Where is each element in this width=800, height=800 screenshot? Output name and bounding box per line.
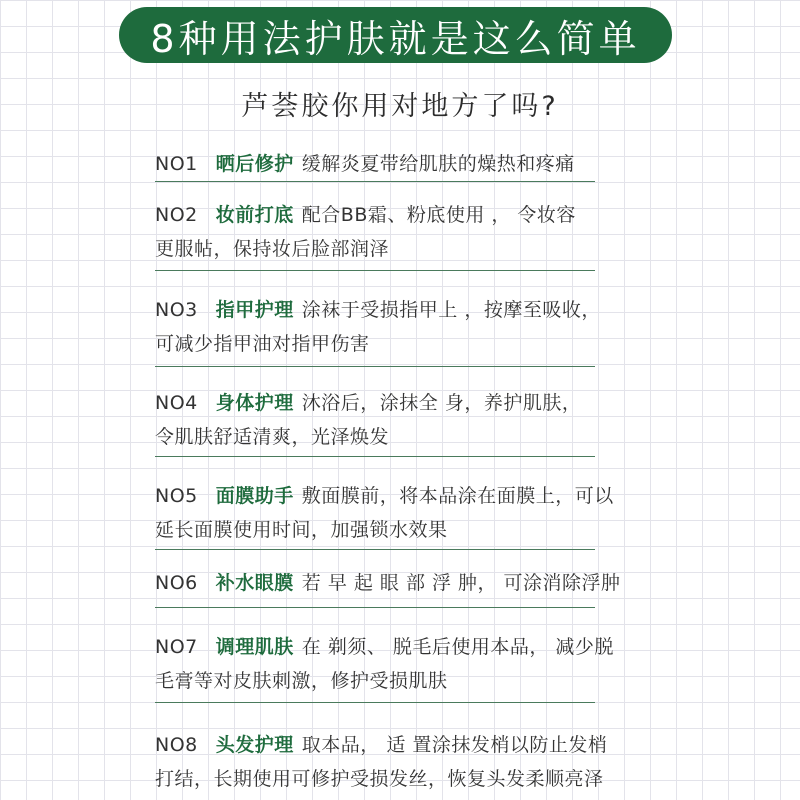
usage-item-8 bbox=[155, 728, 625, 796]
title-banner bbox=[119, 7, 672, 63]
usage-number: NO8 bbox=[155, 734, 198, 756]
usage-name: 指甲护理 bbox=[215, 299, 294, 321]
usage-name: 调理肌肤 bbox=[215, 636, 294, 658]
usage-line-2: 令肌肤舒适清爽，光泽焕发 bbox=[155, 426, 390, 448]
divider bbox=[155, 549, 595, 550]
usage-line-1 bbox=[155, 479, 625, 513]
usage-number: NO5 bbox=[155, 485, 198, 507]
usage-name: 身体护理 bbox=[215, 392, 294, 414]
divider bbox=[155, 702, 595, 703]
usage-number: NO3 bbox=[155, 299, 198, 321]
usage-name: 补水眼膜 bbox=[215, 572, 294, 594]
usage-item-4 bbox=[155, 386, 625, 454]
usage-item-3 bbox=[155, 293, 625, 361]
usage-name: 妆前打底 bbox=[215, 204, 294, 226]
usage-line-2: 打结，长期使用可修护受损发丝，恢复头发柔顺亮泽 bbox=[155, 768, 604, 790]
divider bbox=[155, 456, 595, 457]
usage-item-7 bbox=[155, 630, 625, 698]
usage-item-6 bbox=[155, 566, 625, 600]
usage-item-1 bbox=[155, 147, 625, 181]
divider bbox=[155, 607, 595, 608]
usage-line-1 bbox=[155, 198, 625, 232]
divider bbox=[155, 270, 595, 271]
subtitle: 芦荟胶你用对地方了吗? bbox=[241, 91, 559, 122]
divider bbox=[155, 181, 595, 182]
usage-desc: 配合BB霜、粉底使用 ， 令妆容 bbox=[301, 204, 576, 226]
usage-line-1 bbox=[155, 147, 625, 181]
usage-line-2: 延长面膜使用时间，加强锁水效果 bbox=[155, 519, 448, 541]
usage-desc: 敷面膜前，将本品涂在面膜上，可以 bbox=[301, 485, 614, 507]
usage-line-2: 更服帖，保持妆后脸部润泽 bbox=[155, 238, 390, 260]
usage-name: 头发护理 bbox=[215, 734, 294, 756]
usage-item-2 bbox=[155, 198, 625, 266]
usage-number: NO1 bbox=[155, 153, 198, 175]
usage-number: NO6 bbox=[155, 572, 198, 594]
usage-desc: 涂袜于受损指甲上 ，按摩至吸收， bbox=[301, 299, 601, 321]
usage-line-1 bbox=[155, 566, 625, 600]
usage-line-1 bbox=[155, 386, 625, 420]
usage-line-2: 毛膏等对皮肤刺激，修护受损肌肤 bbox=[155, 670, 448, 692]
usage-line-2: 可减少指甲油对指甲伤害 bbox=[155, 333, 370, 355]
banner-title: 8种用法护肤就是这么简单 bbox=[150, 16, 641, 61]
usage-desc: 取本品， 适 置涂抹发梢以防止发梢 bbox=[301, 734, 608, 756]
usage-line-1 bbox=[155, 630, 625, 664]
usage-name: 面膜助手 bbox=[215, 485, 294, 507]
usage-number: NO7 bbox=[155, 636, 198, 658]
usage-number: NO2 bbox=[155, 204, 198, 226]
usage-desc: 缓解炎夏带给肌肤的燥热和疼痛 bbox=[301, 153, 575, 175]
usage-item-5 bbox=[155, 479, 625, 547]
usage-line-1 bbox=[155, 293, 625, 327]
usage-desc: 若 早 起 眼 部 浮 肿， 可涂消除浮肿 bbox=[301, 572, 621, 594]
divider bbox=[155, 366, 595, 367]
usage-desc: 沐浴后，涂抹全 身，养护肌肤， bbox=[301, 392, 582, 414]
usage-number: NO4 bbox=[155, 392, 198, 414]
usage-name: 晒后修护 bbox=[215, 153, 294, 175]
usage-line-1 bbox=[155, 728, 625, 762]
usage-desc: 在 剃须、 脱毛后使用本品， 减少脱 bbox=[301, 636, 614, 658]
